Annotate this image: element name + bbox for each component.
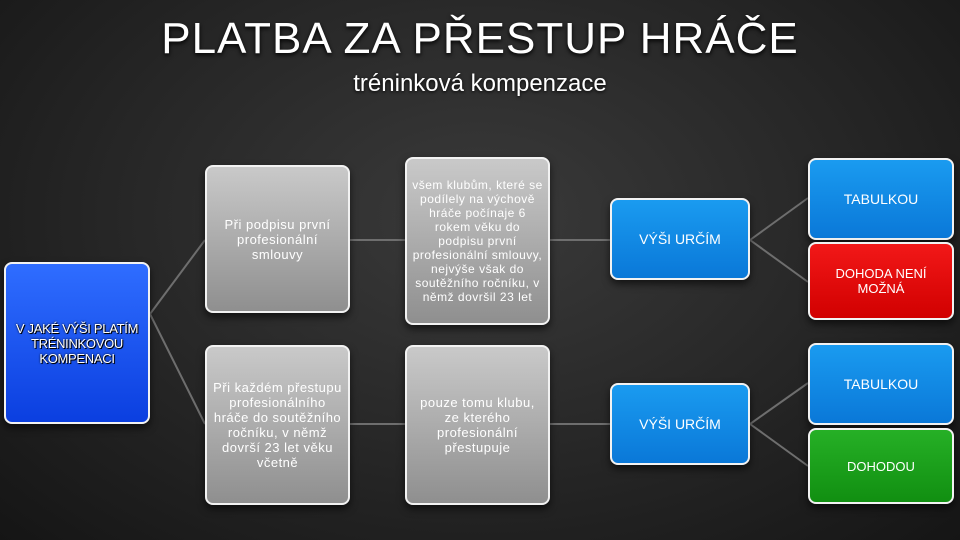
root-question-label: V JAKÉ VÝŠI PLATÍM TRÉNINKOVOU KOMPENACI	[15, 320, 139, 366]
connector-root-case1	[150, 240, 205, 314]
case2-amount-label: VÝŠI URČÍM	[639, 415, 721, 432]
root-question-box	[4, 262, 150, 424]
case2-option-table-label: TABULKOU	[843, 375, 919, 392]
case1-option-table-box	[808, 158, 954, 240]
connector-root-case2	[150, 314, 205, 424]
connector-amount1-option2	[750, 240, 808, 282]
case2-option-agreement-box	[808, 428, 954, 504]
connector-amount1-option1	[750, 198, 808, 240]
case2-to-whom-label: pouze tomu klubu, ze kterého profesionální přestupuje	[420, 395, 535, 455]
case1-to-whom-label: všem klubům, které se podílely na výchově hráče počínaje 6 rokem věku do podpisu první profesionální smlouvy, nejvýše však do soutěžního ročníku, v němž dovršil 23 let	[412, 178, 543, 304]
connector-amount2-option2	[750, 424, 808, 466]
case1-when-label: Při podpisu první profesionální smlouvy	[224, 216, 331, 262]
case2-option-table-box	[808, 343, 954, 425]
case1-when-box	[205, 165, 350, 313]
case1-amount-label: VÝŠI URČÍM	[639, 230, 721, 247]
case1-to-whom-box	[405, 157, 550, 325]
case2-option-agreement-label: DOHODOU	[847, 458, 915, 474]
case1-option-no-agreement-label: DOHODA NENÍ MOŽNÁ	[835, 266, 927, 296]
case1-amount-box	[610, 198, 750, 280]
connector-amount2-option1	[750, 383, 808, 424]
case1-option-no-agreement-box	[808, 242, 954, 320]
page-title: PLATBA ZA PŘESTUP HRÁČE	[161, 14, 799, 63]
case2-when-label: Při každém přestupu profesionálního hráče do soutěžního ročníku, v němž dovrší 23 let věku včetně	[213, 380, 342, 470]
page-subtitle: tréninková kompenzace	[353, 70, 607, 97]
case2-amount-box	[610, 383, 750, 465]
case2-when-box	[205, 345, 350, 505]
case1-option-table-label: TABULKOU	[843, 190, 919, 207]
case2-to-whom-box	[405, 345, 550, 505]
